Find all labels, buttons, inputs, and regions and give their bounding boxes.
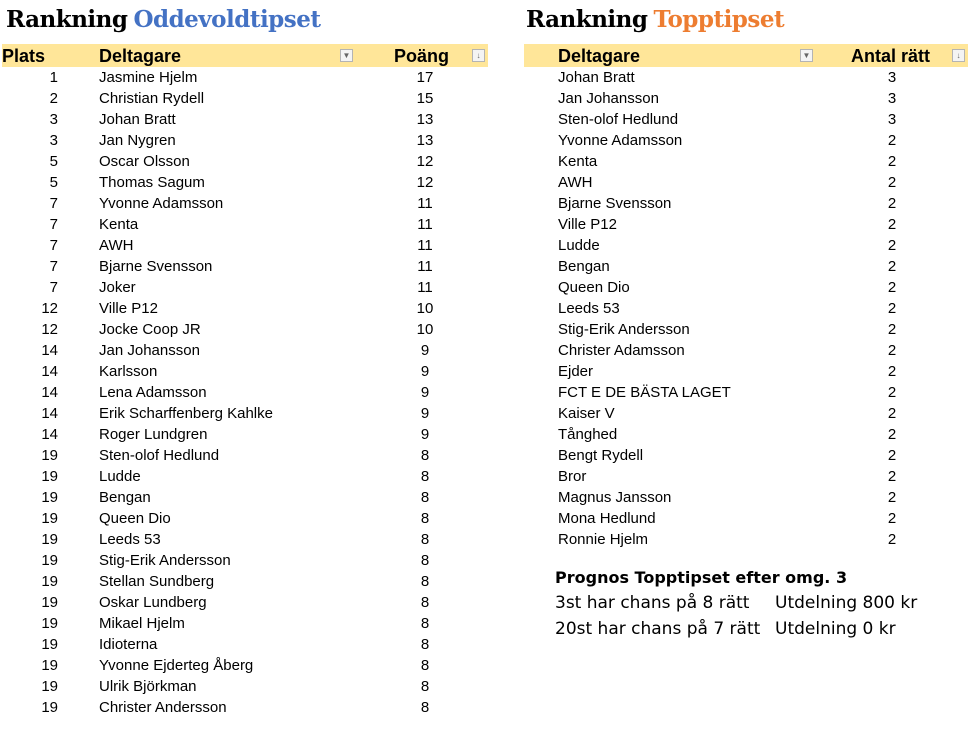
cell-poang: 10 [416,300,434,317]
cell-poang: 17 [416,69,434,86]
cell-antal-ratt: 2 [887,216,897,233]
cell-deltagare: Leeds 53 [99,531,161,548]
table-row [2,697,488,718]
cell-antal-ratt: 2 [887,405,897,422]
cell-plats: 19 [41,531,58,548]
cell-antal-ratt: 2 [887,195,897,212]
cell-deltagare: Johan Bratt [558,69,635,86]
table-row [524,88,968,109]
cell-plats: 5 [49,153,58,170]
sort-descending-icon[interactable]: ↓ [472,49,485,62]
topptipset-table-body [524,67,968,550]
table-row [2,382,488,403]
table-row [2,550,488,571]
cell-antal-ratt: 2 [887,510,897,527]
sort-descending-icon[interactable]: ↓ [952,49,965,62]
cell-poang: 8 [420,678,430,695]
cell-deltagare: Ludde [99,468,141,485]
cell-deltagare: Bjarne Svensson [558,195,672,212]
filter-dropdown-icon[interactable]: ▼ [340,49,353,62]
cell-plats: 7 [49,195,58,212]
table-row [524,130,968,151]
title-prefix: Rankning [526,6,648,33]
cell-poang: 13 [416,132,434,149]
cell-poang: 12 [416,153,434,170]
table-row [2,151,488,172]
cell-deltagare: Idioterna [99,636,158,653]
cell-poang: 9 [420,405,430,422]
topptipset-table-header [524,44,968,67]
cell-poang: 8 [420,531,430,548]
table-row [2,613,488,634]
cell-antal-ratt: 3 [887,69,897,86]
cell-poang: 13 [416,111,434,128]
table-row [524,172,968,193]
cell-plats: 3 [49,111,58,128]
cell-antal-ratt: 2 [887,132,897,149]
cell-plats: 14 [41,342,58,359]
cell-deltagare: Ville P12 [558,216,617,233]
table-row [524,151,968,172]
cell-deltagare: Stig-Erik Andersson [558,321,690,338]
cell-deltagare: Kenta [558,153,598,170]
cell-plats: 7 [49,216,58,233]
column-header-deltagare: Deltagare [99,46,182,66]
cell-deltagare: Johan Bratt [99,111,176,128]
table-row [524,214,968,235]
cell-deltagare: Bengan [558,258,610,275]
cell-poang: 8 [420,657,430,674]
cell-plats: 2 [49,90,58,107]
cell-plats: 7 [49,237,58,254]
table-row [524,193,968,214]
cell-antal-ratt: 2 [887,363,897,380]
cell-antal-ratt: 2 [887,300,897,317]
cell-plats: 19 [41,552,58,569]
prognos-payout: Utdelning 0 kr [775,619,896,639]
cell-deltagare: Mona Hedlund [558,510,656,527]
table-row [2,508,488,529]
table-row [2,235,488,256]
cell-deltagare: AWH [558,174,593,191]
cell-deltagare: Jocke Coop JR [99,321,201,338]
cell-poang: 9 [420,363,430,380]
cell-deltagare: Jasmine Hjelm [99,69,198,86]
cell-poang: 11 [417,237,433,254]
table-row [524,466,968,487]
table-row [2,466,488,487]
cell-deltagare: Sten-olof Hedlund [558,111,679,128]
column-header-poang: Poäng [394,46,450,66]
cell-poang: 8 [420,615,430,632]
column-header-antal-ratt: Antal rätt [851,46,931,66]
cell-poang: 9 [420,384,430,401]
table-row [524,256,968,277]
table-row [2,109,488,130]
table-row [2,67,488,88]
cell-deltagare: Christian Rydell [99,90,205,107]
cell-deltagare: Stellan Sundberg [99,573,215,590]
cell-antal-ratt: 2 [887,279,897,296]
cell-deltagare: Mikael Hjelm [99,615,185,632]
cell-poang: 9 [420,342,430,359]
cell-poang: 8 [420,468,430,485]
title-name: Topptipset [653,6,785,33]
table-row [524,298,968,319]
cell-poang: 8 [420,594,430,611]
cell-deltagare: Leeds 53 [558,300,620,317]
cell-poang: 9 [420,426,430,443]
cell-antal-ratt: 2 [887,384,897,401]
cell-deltagare: Bror [558,468,587,485]
cell-plats: 7 [49,279,58,296]
table-row [2,403,488,424]
cell-antal-ratt: 2 [887,531,897,548]
cell-deltagare: Kenta [99,216,139,233]
cell-plats: 14 [41,384,58,401]
cell-poang: 15 [416,90,434,107]
table-row [524,445,968,466]
cell-plats: 14 [41,363,58,380]
cell-plats: 12 [41,300,58,317]
cell-plats: 19 [41,636,58,653]
cell-plats: 19 [41,594,58,611]
cell-deltagare: Queen Dio [558,279,630,296]
cell-deltagare: Sten-olof Hedlund [99,447,220,464]
cell-poang: 8 [420,552,430,569]
cell-poang: 11 [417,195,433,212]
cell-deltagare: Jan Nygren [99,132,176,149]
prognos-title: Prognos Topptipset efter omg. 3 [555,568,848,587]
cell-deltagare: Yvonne Ejderteg Åberg [99,657,254,674]
cell-deltagare: Ville P12 [99,300,158,317]
cell-deltagare: AWH [99,237,134,254]
cell-antal-ratt: 2 [887,237,897,254]
cell-poang: 8 [420,447,430,464]
cell-deltagare: Jan Johansson [558,90,659,107]
cell-deltagare: Ludde [558,237,600,254]
cell-antal-ratt: 3 [887,90,897,107]
table-row [2,340,488,361]
table-row [2,88,488,109]
cell-poang: 8 [420,489,430,506]
cell-antal-ratt: 2 [887,258,897,275]
table-row [2,361,488,382]
cell-deltagare: Ronnie Hjelm [558,531,649,548]
cell-plats: 7 [49,258,58,275]
prognos-line [555,593,917,613]
cell-antal-ratt: 2 [887,426,897,443]
cell-deltagare: Magnus Jansson [558,489,672,506]
table-row [2,634,488,655]
table-row [2,445,488,466]
topptipset-title [526,6,784,33]
cell-plats: 19 [41,699,58,716]
cell-deltagare: Tånghed [558,426,618,443]
cell-plats: 19 [41,468,58,485]
table-row [2,256,488,277]
table-row [2,319,488,340]
cell-deltagare: Christer Adamsson [558,342,685,359]
cell-deltagare: Lena Adamsson [99,384,207,401]
cell-deltagare: Erik Scharffenberg Kahlke [99,405,273,422]
table-row [524,382,968,403]
cell-deltagare: Ulrik Björkman [99,678,197,695]
cell-plats: 1 [49,69,58,86]
cell-deltagare: Bengan [99,489,151,506]
cell-poang: 8 [420,510,430,527]
prognos-line [555,619,896,639]
table-row [2,529,488,550]
cell-deltagare: FCT E DE BÄSTA LAGET [558,384,731,401]
table-row [2,214,488,235]
cell-plats: 19 [41,510,58,527]
cell-deltagare: Yvonne Adamsson [558,132,683,149]
table-row [524,487,968,508]
cell-antal-ratt: 2 [887,447,897,464]
title-name: Oddevoldtipset [133,6,321,33]
cell-deltagare: Jan Johansson [99,342,200,359]
cell-plats: 19 [41,489,58,506]
cell-antal-ratt: 2 [887,321,897,338]
cell-poang: 11 [417,258,433,275]
prognos-payout: Utdelning 800 kr [775,593,918,613]
table-row [524,67,968,88]
table-row [2,487,488,508]
table-row [2,298,488,319]
cell-plats: 19 [41,657,58,674]
cell-plats: 14 [41,405,58,422]
column-header-deltagare: Deltagare [558,46,641,66]
cell-deltagare: Stig-Erik Andersson [99,552,231,569]
column-header-plats: Plats [2,46,46,66]
table-row [524,361,968,382]
cell-antal-ratt: 2 [887,468,897,485]
cell-antal-ratt: 2 [887,174,897,191]
cell-deltagare: Oskar Lundberg [99,594,207,611]
cell-deltagare: Oscar Olsson [99,153,190,170]
cell-deltagare: Kaiser V [558,405,615,422]
cell-antal-ratt: 2 [887,153,897,170]
table-row [2,277,488,298]
table-row [2,193,488,214]
table-row [2,571,488,592]
table-row [2,130,488,151]
cell-plats: 12 [41,321,58,338]
cell-poang: 8 [420,636,430,653]
cell-antal-ratt: 2 [887,342,897,359]
cell-plats: 14 [41,426,58,443]
cell-plats: 19 [41,447,58,464]
title-prefix: Rankning [6,6,128,33]
table-row [524,235,968,256]
cell-deltagare: Bengt Rydell [558,447,644,464]
cell-deltagare: Ejder [558,363,594,380]
cell-deltagare: Bjarne Svensson [99,258,213,275]
filter-dropdown-icon[interactable]: ▼ [800,49,813,62]
prognos-chance: 20st har chans på 7 rätt [555,619,761,639]
cell-plats: 19 [41,615,58,632]
cell-deltagare: Yvonne Adamsson [99,195,224,212]
table-row [524,403,968,424]
cell-poang: 8 [420,573,430,590]
table-row [2,424,488,445]
table-row [2,592,488,613]
cell-deltagare: Joker [99,279,136,296]
table-row [524,424,968,445]
cell-plats: 19 [41,573,58,590]
table-row [2,172,488,193]
cell-poang: 11 [417,216,433,233]
cell-deltagare: Thomas Sagum [99,174,205,191]
table-row [524,109,968,130]
table-row [2,676,488,697]
cell-poang: 10 [416,321,434,338]
table-row [524,508,968,529]
oddevold-title [6,6,320,33]
cell-poang: 8 [420,699,430,716]
cell-deltagare: Roger Lundgren [99,426,208,443]
prognos-chance: 3st har chans på 8 rätt [555,593,750,613]
table-row [524,319,968,340]
cell-deltagare: Queen Dio [99,510,171,527]
oddevold-table-body [2,67,488,718]
table-row [2,655,488,676]
cell-plats: 3 [49,132,58,149]
cell-deltagare: Christer Andersson [99,699,227,716]
cell-antal-ratt: 3 [887,111,897,128]
cell-poang: 12 [416,174,434,191]
cell-deltagare: Karlsson [99,363,158,380]
table-row [524,277,968,298]
oddevold-table-header [2,44,488,67]
cell-antal-ratt: 2 [887,489,897,506]
cell-plats: 5 [49,174,58,191]
cell-plats: 19 [41,678,58,695]
cell-poang: 11 [417,279,433,296]
table-row [524,340,968,361]
table-row [524,529,968,550]
